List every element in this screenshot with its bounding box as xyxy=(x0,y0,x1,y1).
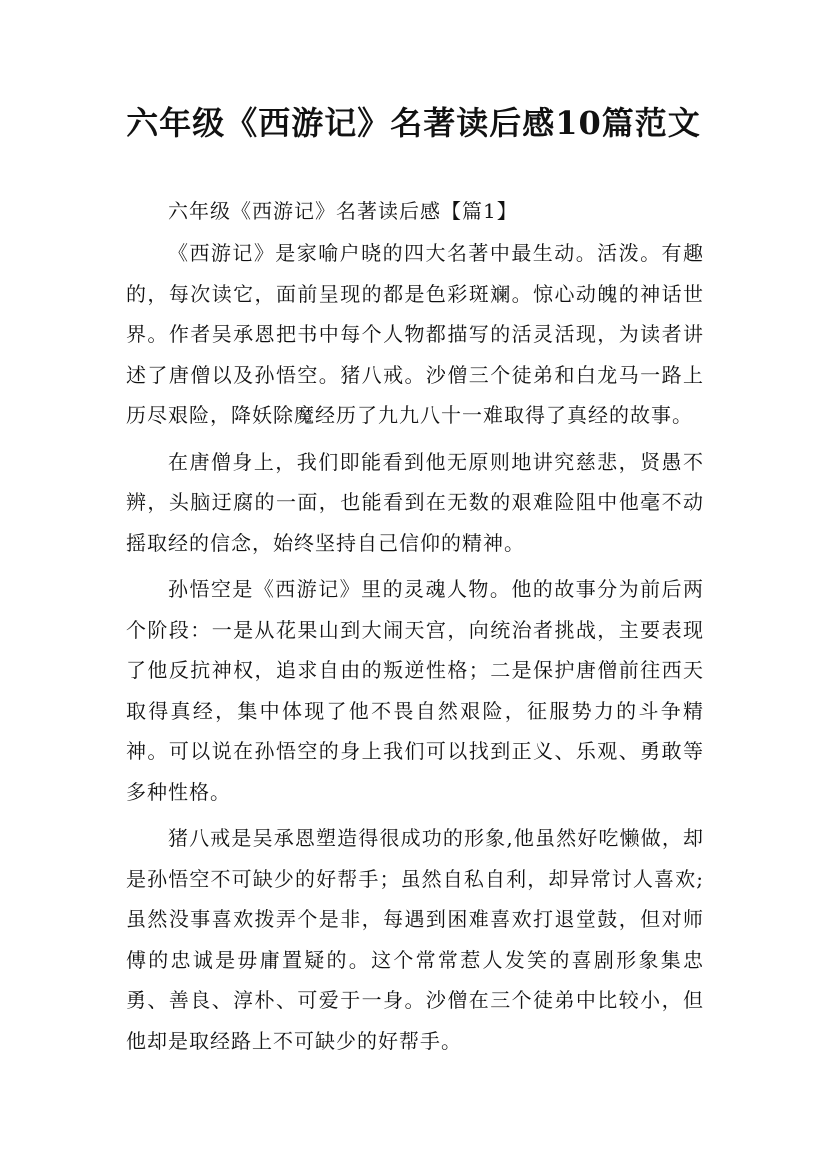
paragraph-4: 猪八戒是吴承恩塑造得很成功的形象,他虽然好吃懒做，却是孙悟空不可缺少的好帮手；虽然自私自利，却异常讨人喜欢;虽然没事喜欢拨弄个是非，每遇到困难喜欢打退堂鼓，但对师傅的忠诚是毋庸置疑的。这个常常惹人发笑的喜剧形象集忠勇、善良、淳朴、可爱于一身。沙僧在三个徒弟中比较小，但他却是取经路上不可缺少的好帮手。 xyxy=(126,826,704,1053)
section-heading: 六年级《西游记》名著读后感【篇1】 xyxy=(168,199,518,223)
document-body xyxy=(126,192,704,1067)
paragraph-1: 《西游记》是家喻户晓的四大名著中最生动。活泼。有趣的，每次读它，面前呈现的都是色彩斑斓。惊心动魄的神话世界。作者吴承恩把书中每个人物都描写的活灵活现，为读者讲述了唐僧以及孙悟空。猪八戒。沙僧三个徒弟和白龙马一路上历尽艰险，降妖除魔经历了九九八十一难取得了真经的故事。 xyxy=(126,241,704,427)
paragraph-3: 孙悟空是《西游记》里的灵魂人物。他的故事分为前后两个阶段：一是从花果山到大闹天宫，向统治者挑战，主要表现了他反抗神权，追求自由的叛逆性格；二是保护唐僧前往西天取得真经，集中体现了他不畏自然艰险，征服势力的斗争精神。可以说在孙悟空的身上我们可以找到正义、乐观、勇敢等多种性格。 xyxy=(126,577,704,804)
paragraph-2: 在唐僧身上，我们即能看到他无原则地讲究慈悲，贤愚不辨，头脑迂腐的一面，也能看到在无数的艰难险阻中他毫不动摇取经的信念，始终坚持自己信仰的精神。 xyxy=(126,449,704,555)
document-title: 六年级《西游记》名著读后感10篇范文 xyxy=(126,104,701,142)
